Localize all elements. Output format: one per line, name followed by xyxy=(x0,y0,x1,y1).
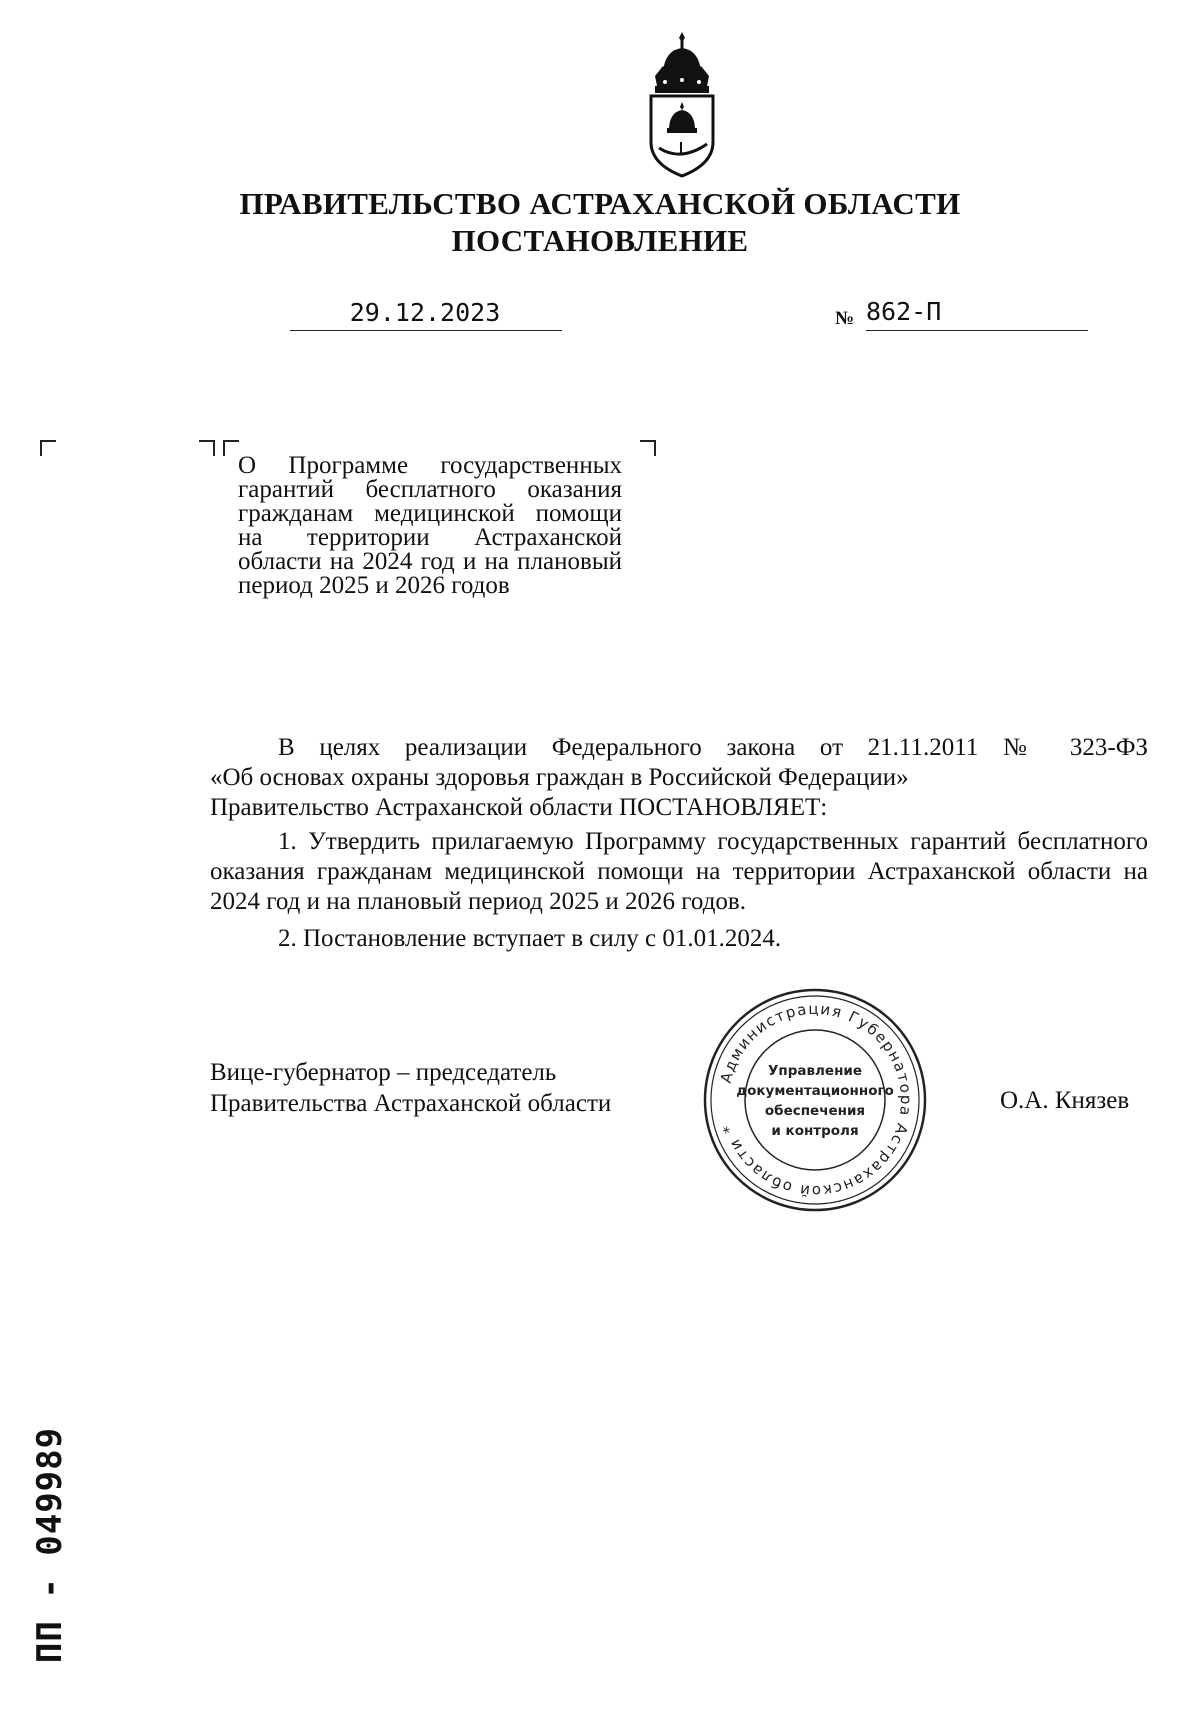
number-sign: № xyxy=(835,308,855,329)
preamble-line-3: Правительство Астраханской области ПОСТАНОВЛЯЕТ: xyxy=(210,794,828,821)
clause-1: 1. Утвердить прилагаемую Программу государственных гарантий бесплатного оказания гражданам медицинской помощи на территории Астраханской области на 2024 год и на плановый период 2025 и 2026 годов. xyxy=(210,828,1148,915)
date-underline xyxy=(290,330,562,331)
signatory-position-line-1: Вице-губернатор – председатель xyxy=(210,1059,557,1086)
svg-text:обеспечения: обеспечения xyxy=(764,1103,866,1119)
svg-text:Администрация Губернатора Астр: Администрация Губернатора Астраханской области * xyxy=(716,999,916,1201)
svg-text:документационного: документационного xyxy=(736,1083,894,1099)
signatory-position xyxy=(210,1057,611,1119)
svg-text:и контроля: и контроля xyxy=(771,1123,859,1139)
document-subject: О Программе государственных гарантий бесплатного оказания гражданам медицинской помощи на территории Астраханской области на 2024 год и на плановый период 2025 и 2026 годов xyxy=(238,452,622,599)
government-title: ПРАВИТЕЛЬСТВО АСТРАХАНСКОЙ ОБЛАСТИ xyxy=(239,186,961,221)
corner-mark-subject-left-b xyxy=(223,440,239,456)
coat-of-arms-emblem xyxy=(641,30,723,180)
document-type-title: ПОСТАНОВЛЕНИЕ xyxy=(451,223,749,258)
corner-mark-subject-right xyxy=(640,440,656,456)
signatory-name: О.А. Князев xyxy=(1000,1087,1130,1114)
corner-mark-left xyxy=(40,440,56,456)
preamble-line-1: В целях реализации Федерального закона от 21.11.2011 № 323-ФЗ xyxy=(278,734,1148,761)
signatory-position-line-2: Правительства Астраханской области xyxy=(210,1090,612,1117)
serial-number-text: ПП - 049989 xyxy=(30,1426,70,1664)
document-date: 29.12.2023 xyxy=(349,298,501,327)
clause-2: 2. Постановление вступает в силу с 01.01.2024. xyxy=(278,925,782,952)
official-stamp xyxy=(700,985,930,1215)
corner-mark-subject-left-a xyxy=(199,440,215,456)
serial-number xyxy=(28,1395,72,1695)
svg-text:Управление: Управление xyxy=(767,1063,863,1079)
preamble-line-2: «Об основах охраны здоровья граждан в Российской Федерации» xyxy=(210,764,909,791)
number-underline xyxy=(866,330,1088,331)
document-number: 862-П xyxy=(866,297,942,326)
